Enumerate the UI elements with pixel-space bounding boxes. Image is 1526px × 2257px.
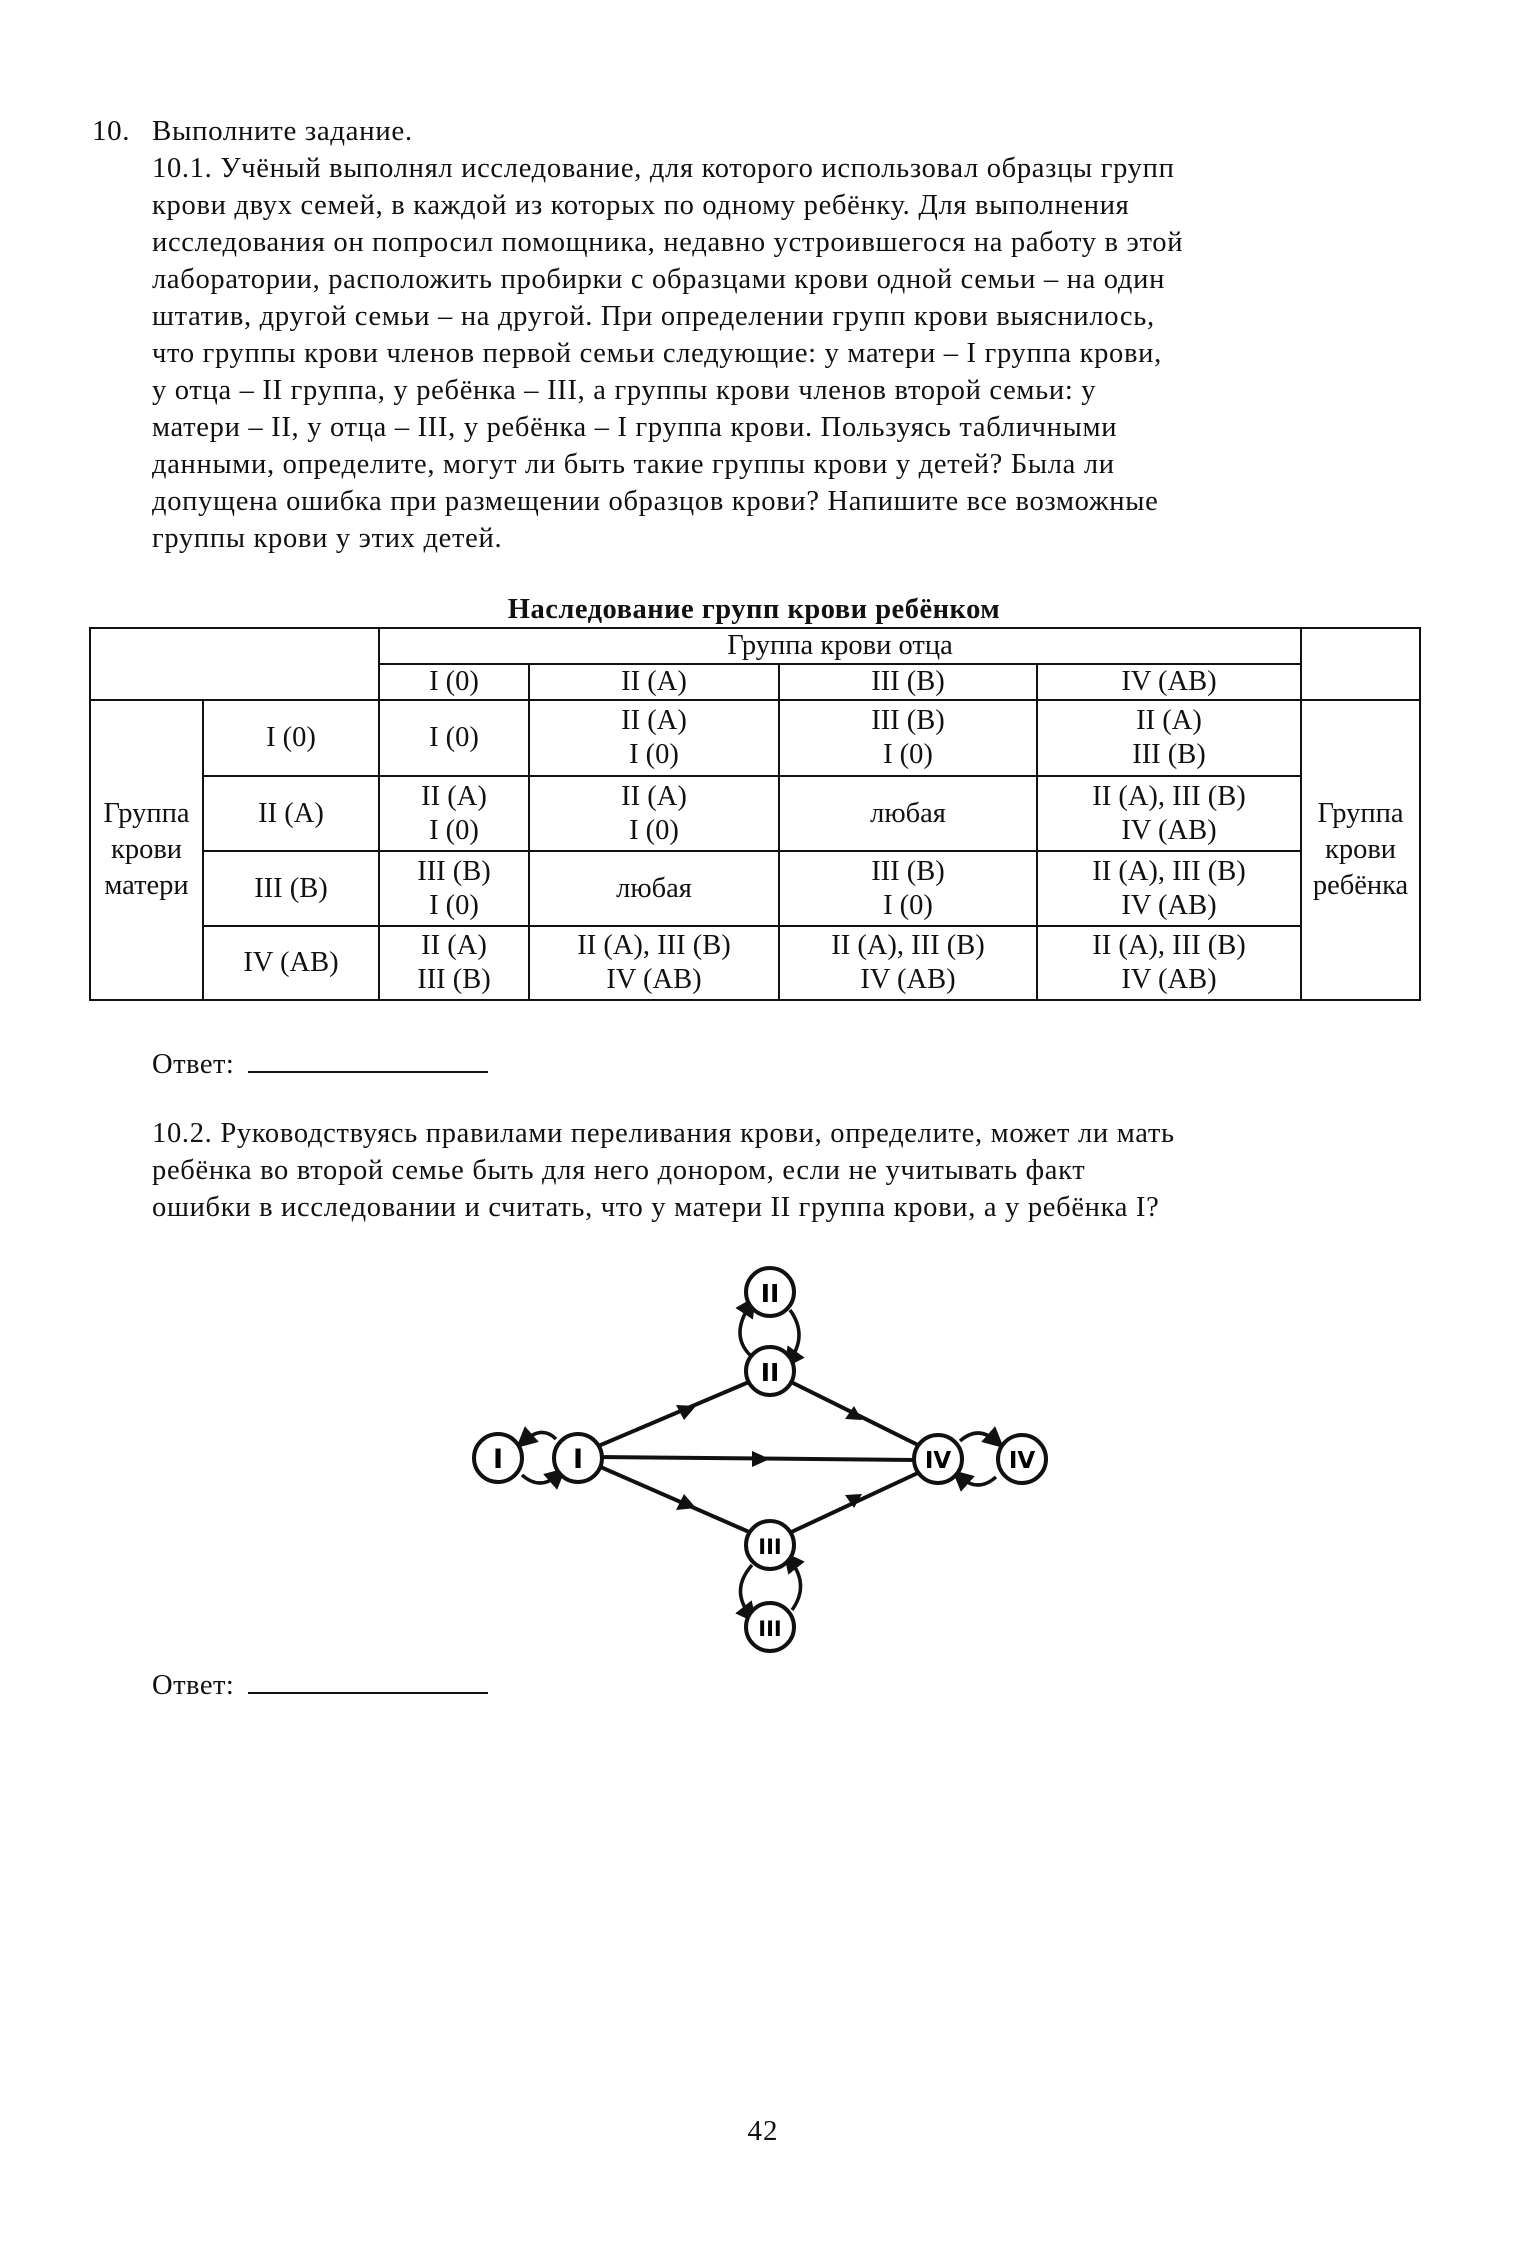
node-iv-main-label: IV xyxy=(924,1448,952,1474)
task-10-2-line: 10.2. Руководствуясь правилами переливания крови, определите, может ли мать xyxy=(152,1118,1175,1149)
task-10-1-line: у отца – II группа, у ребёнка – III, а группы крови членов второй семьи: у xyxy=(152,375,1097,406)
task-10-1-line: данными, определите, могут ли быть такие группы крови у детей? Была ли xyxy=(152,449,1115,480)
edge-i-ii xyxy=(596,1379,756,1447)
child-cell: III (B) I (0) xyxy=(779,851,1037,926)
child-cell: любая xyxy=(779,776,1037,851)
edge-i-iii xyxy=(596,1465,756,1535)
node-iii-main-label: III xyxy=(758,1535,782,1559)
transfusion-diagram xyxy=(460,1265,1060,1670)
self-loop-i-top xyxy=(524,1432,556,1441)
table-title: Наследование групп крови ребёнком xyxy=(507,594,1001,625)
self-loop-iv-bottom xyxy=(960,1477,996,1485)
father-group: II (A) xyxy=(529,664,779,700)
task-10-1-line: 10.1. Учёный выполнял исследование, для которого использовал образцы групп xyxy=(152,153,1175,184)
node-ii-main-label: II xyxy=(760,1358,780,1387)
self-loop-iii-right xyxy=(790,1560,801,1610)
self-loop-iv-top xyxy=(960,1433,996,1441)
inheritance-table xyxy=(89,627,1421,1001)
child-cell: III (B) I (0) xyxy=(379,851,529,926)
father-group: IV (AB) xyxy=(1037,664,1301,700)
corner-cell-right xyxy=(1301,628,1420,700)
answer-10-1 xyxy=(152,1045,488,1081)
mother-group: II (A) xyxy=(203,776,379,851)
mother-group: III (B) xyxy=(203,851,379,926)
child-cell: II (A) I (0) xyxy=(529,776,779,851)
self-loop-ii-right xyxy=(790,1310,799,1360)
task-10-1-line: группы крови у этих детей. xyxy=(152,523,503,554)
node-ii-self-label: II xyxy=(760,1279,780,1308)
task-title: Выполните задание. xyxy=(152,115,413,147)
answer-label: Ответ: xyxy=(152,1049,235,1080)
answer-blank[interactable] xyxy=(248,1666,488,1694)
child-cell: II (A), III (B) IV (AB) xyxy=(1037,926,1301,1000)
child-cell: II (A) I (0) xyxy=(379,776,529,851)
answer-10-2 xyxy=(152,1666,488,1702)
task-number: 10. xyxy=(92,115,131,147)
mother-label: Группа крови матери xyxy=(90,700,203,1000)
arrow-head xyxy=(752,1451,770,1467)
task-10-1-line: крови двух семей, в каждой из которых по одному ребёнку. Для выполнения xyxy=(152,190,1130,221)
task-header xyxy=(92,113,413,149)
child-cell: II (A) III (B) xyxy=(379,926,529,1000)
mother-group: IV (AB) xyxy=(203,926,379,1000)
child-cell: II (A) I (0) xyxy=(529,700,779,776)
task-10-2-line: ошибки в исследовании и считать, что у матери II группа крови, а у ребёнка I? xyxy=(152,1192,1160,1223)
task-10-1-line: допущена ошибка при размещении образцов крови? Напишите все возможные xyxy=(152,486,1159,517)
father-group: I (0) xyxy=(379,664,529,700)
self-loop-iii-left xyxy=(740,1565,752,1615)
mother-group: I (0) xyxy=(203,700,379,776)
self-loop-i-bottom xyxy=(522,1475,558,1483)
task-10-1-line: лаборатории, расположить пробирки с образцами крови одной семьи – на один xyxy=(152,264,1166,295)
father-header: Группа крови отца xyxy=(379,628,1301,664)
node-iii-self-label: III xyxy=(758,1617,782,1641)
child-cell: I (0) xyxy=(379,700,529,776)
task-10-1-line: штатив, другой семьи – на другой. При определении групп крови выяснилось, xyxy=(152,301,1155,332)
task-10-1-line: что группы крови членов первой семьи следующие: у матери – I группа крови, xyxy=(152,338,1162,369)
father-group: III (B) xyxy=(779,664,1037,700)
child-cell: III (B) I (0) xyxy=(779,700,1037,776)
node-i-main-label: I xyxy=(572,1444,584,1475)
page-number: 42 xyxy=(747,2115,779,2147)
node-i-self-label: I xyxy=(492,1444,504,1475)
task-10-1-text xyxy=(152,150,1417,557)
task-10-1-line: матери – II, у отца – III, у ребёнка – I группа крови. Пользуясь табличными xyxy=(152,412,1118,443)
child-cell: II (A), III (B) IV (AB) xyxy=(529,926,779,1000)
child-cell: любая xyxy=(529,851,779,926)
self-loop-ii-left xyxy=(740,1305,750,1355)
child-cell: II (A) III (B) xyxy=(1037,700,1301,776)
child-cell: II (A), III (B) IV (AB) xyxy=(1037,851,1301,926)
child-cell: II (A), III (B) IV (AB) xyxy=(1037,776,1301,851)
task-10-2-text xyxy=(152,1115,1417,1226)
task-10-1-line: исследования он попросил помощника, недавно устроившегося на работу в этой xyxy=(152,227,1184,258)
task-10-2-line: ребёнка во второй семье быть для него донором, если не учитывать факт xyxy=(152,1155,1086,1186)
corner-cell xyxy=(90,628,379,700)
child-label: Группа крови ребёнка xyxy=(1301,700,1420,1000)
child-cell: II (A), III (B) IV (AB) xyxy=(779,926,1037,1000)
answer-label: Ответ: xyxy=(152,1670,235,1701)
node-iv-self-label: IV xyxy=(1008,1448,1036,1474)
answer-blank[interactable] xyxy=(248,1045,488,1073)
